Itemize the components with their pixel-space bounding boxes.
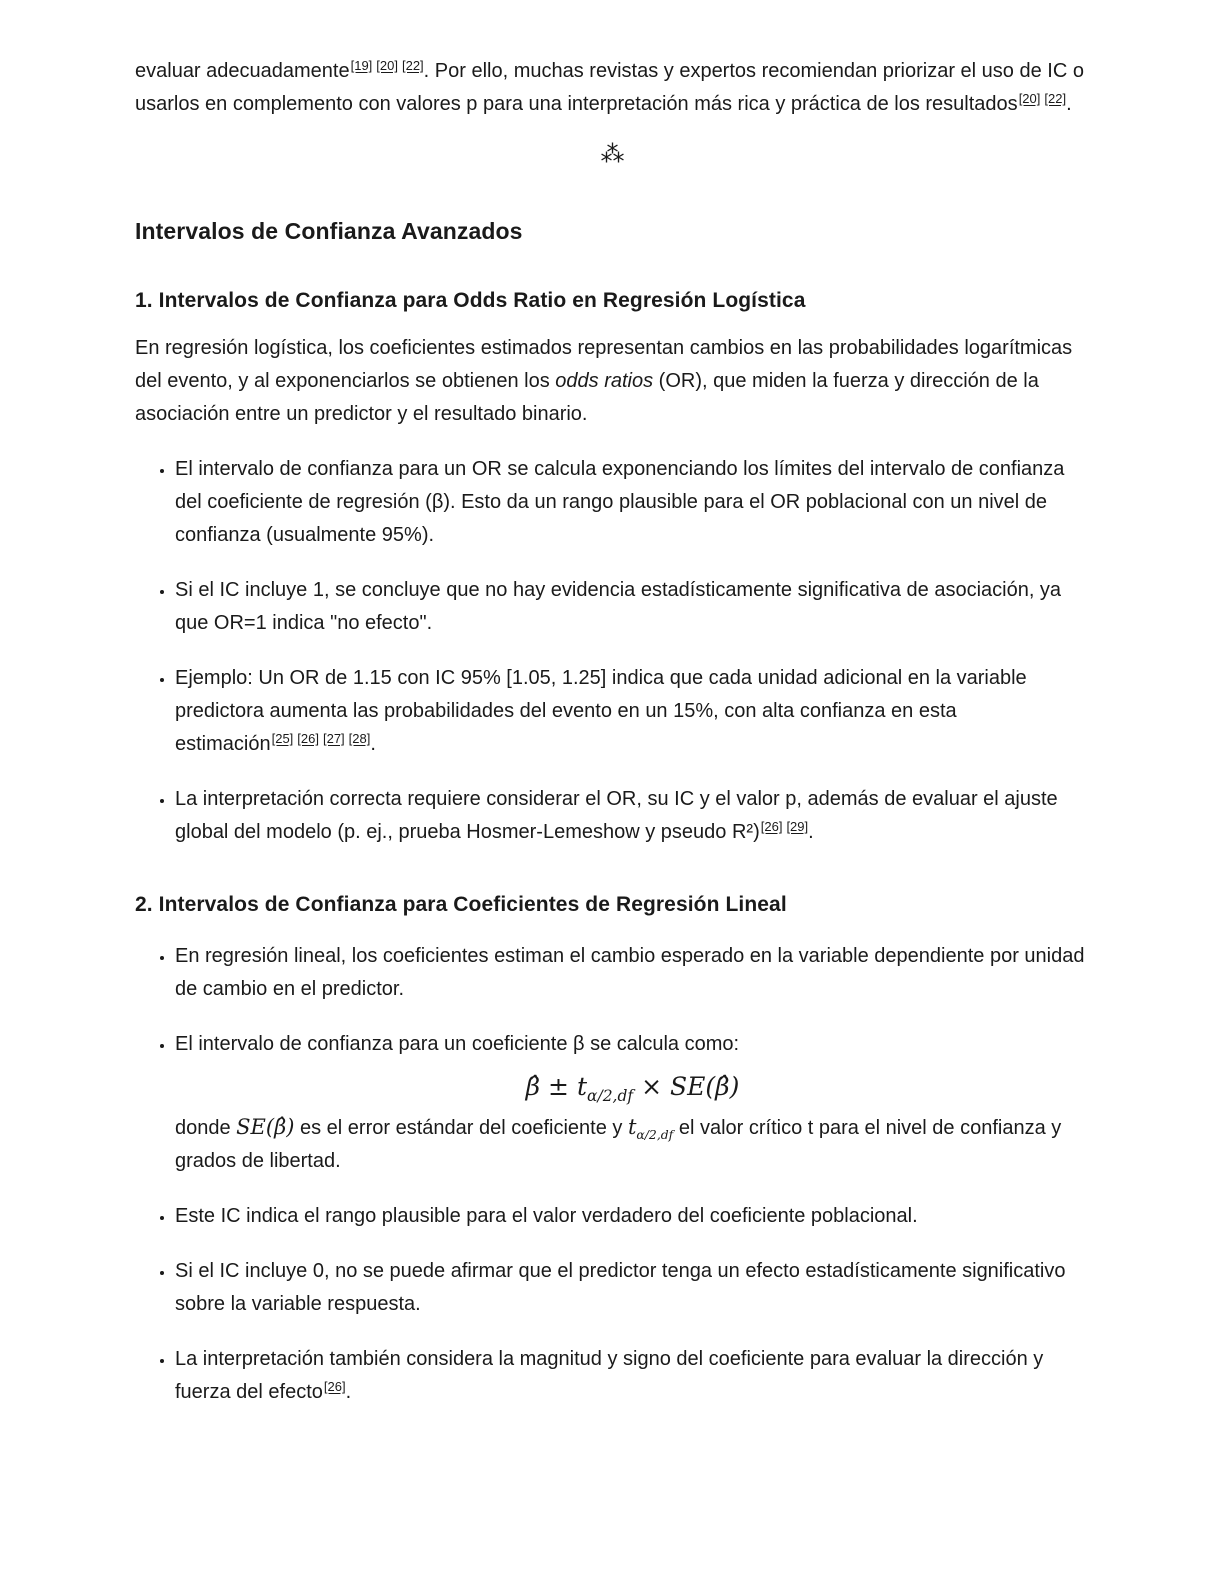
subsection2-list	[135, 940, 1090, 1409]
list-item-text: La interpretación correcta requiere considerar el OR, su IC y el valor p, además de evaluar el ajuste global del modelo (p. ej., prueba Hosmer-Lemeshow y pseudo R²)	[175, 788, 1058, 843]
formula-after-text-2: es el error estándar del coeficiente y	[294, 1117, 628, 1139]
s1-intro-text-1: En regresión logística, los coeficientes estimados representan cambios en las probabilidades logarítmicas del evento, y al exponenciarlos se obtienen los	[135, 337, 1073, 392]
list-item-with-formula	[175, 1028, 1090, 1178]
citation-link[interactable]: [28]	[348, 731, 371, 746]
citation-link[interactable]: [26]	[297, 731, 319, 746]
subsection1-list	[135, 453, 1090, 849]
formula-display	[175, 1065, 1090, 1109]
intro-text-3: .	[1066, 93, 1072, 115]
citation-link[interactable]: [29]	[786, 819, 809, 834]
inline-math-se: SE(β̂)	[236, 1115, 295, 1139]
citation-link[interactable]: [19]	[350, 58, 373, 73]
citation-group	[1018, 91, 1066, 106]
subsection1-heading: 1. Intervalos de Confianza para Odds Ratio en Regresión Logística	[135, 289, 806, 312]
intro-paragraph	[135, 55, 1090, 121]
subsection2-heading: 2. Intervalos de Confianza para Coeficientes de Regresión Lineal	[135, 893, 787, 916]
section-title: Intervalos de Confianza Avanzados	[135, 218, 523, 244]
list-item-text: Si el IC incluye 1, se concluye que no hay evidencia estadísticamente significativa de asociación, ya que OR=1 indica "no efecto".	[175, 579, 1062, 634]
odds-ratios-italic: odds ratios	[555, 370, 654, 392]
citation-link[interactable]: [22]	[401, 58, 424, 73]
list-item	[175, 574, 1090, 640]
list-item	[175, 662, 1090, 761]
citation-link[interactable]: [27]	[322, 731, 345, 746]
list-item-text: El intervalo de confianza para un OR se calcula exponenciando los límites del intervalo de confianza del coeficiente de regresión (β). Esto da un rango plausible para el OR poblacional con un nivel de confianza (usualmente 95%).	[175, 458, 1065, 546]
citation-group	[760, 819, 808, 834]
list-item-text: Este IC indica el rango plausible para el valor verdadero del coeficiente poblacional.	[175, 1205, 918, 1227]
intro-text-2: . Por ello, muchas revistas y expertos recomiendan priorizar el uso de IC o usarlos en complemento con valores p para una interpretación más rica y práctica de los resultados	[135, 60, 1084, 115]
formula-subscript: α/2,df	[587, 1087, 634, 1105]
asterism-divider: ⁂	[600, 141, 625, 168]
citation-link[interactable]: [20]	[1018, 91, 1041, 106]
inline-math-t: t	[627, 1115, 637, 1139]
list-item	[175, 453, 1090, 552]
list-item	[175, 1200, 1090, 1233]
citation-link[interactable]: [25]	[271, 731, 294, 746]
citation-link[interactable]: [26]	[323, 1379, 346, 1394]
subsection1-intro	[135, 332, 1090, 431]
list-item	[175, 783, 1090, 849]
citation-group	[271, 731, 371, 746]
citation-link[interactable]: [20]	[376, 58, 398, 73]
formula-lhs: β̂ ± t	[525, 1072, 587, 1101]
formula-after-text-3: el valor crítico t para el nivel de confianza y grados de libertad.	[175, 1117, 1062, 1172]
inline-math-t-subscript: α/2,df	[636, 1127, 674, 1142]
list-item-tail: .	[808, 821, 814, 843]
list-item-text: Ejemplo: Un OR de 1.15 con IC 95% [1.05, 1.25] indica que cada unidad adicional en la variable predictora aumenta las probabilidades del evento en un 15%, con alta confianza en esta estimación	[175, 667, 1027, 755]
citation-link[interactable]: [22]	[1044, 91, 1067, 106]
citation-group	[323, 1379, 346, 1394]
intro-text-1: evaluar adecuadamente	[135, 60, 350, 82]
document-content	[135, 0, 1090, 1409]
s1-intro-text-2: (OR), que miden la fuerza y dirección de la asociación entre un predictor y el resultado binario.	[135, 370, 1039, 425]
list-item	[175, 1343, 1090, 1409]
list-item-text: En regresión lineal, los coeficientes estiman el cambio esperado en la variable dependiente por unidad de cambio en el predictor.	[175, 945, 1085, 1000]
citation-group	[350, 58, 424, 73]
list-item-tail: .	[370, 733, 376, 755]
formula-rhs: × SE(β̂)	[633, 1072, 740, 1101]
list-item	[175, 1255, 1090, 1321]
formula-after-text-1: donde	[175, 1117, 237, 1139]
formula-lead-text: El intervalo de confianza para un coeficiente β se calcula como:	[175, 1033, 740, 1055]
list-item-text: La interpretación también considera la magnitud y signo del coeficiente para evaluar la dirección y fuerza del efecto	[175, 1348, 1044, 1403]
citation-link[interactable]: [26]	[760, 819, 783, 834]
list-item-tail: .	[345, 1381, 352, 1403]
list-item-text: Si el IC incluye 0, no se puede afirmar que el predictor tenga un efecto estadísticamente significativo sobre la variable respuesta.	[175, 1260, 1066, 1315]
list-item	[175, 940, 1090, 1006]
